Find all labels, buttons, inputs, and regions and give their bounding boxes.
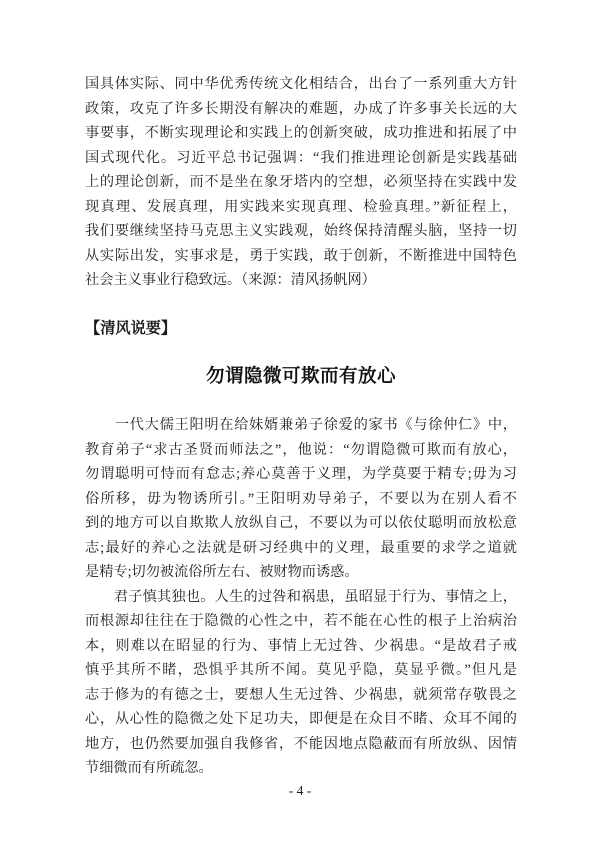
text-line: 我们要继续坚持马克思主义实践观，始终保持清醒头脑，坚持一切 xyxy=(85,223,517,239)
text-line: 现真理、发展真理，用实践来实现真理、检验真理。”新征程上， xyxy=(85,198,517,215)
text-line: 社会主义事业行稳致远。（来源：清风扬帆网） xyxy=(85,272,376,288)
text-line: 一代大儒王阳明在给妹婿兼弟子徐爱的家书《与徐仲仁》中， xyxy=(85,417,517,433)
text-line: 从实际出发，实事求是，勇于实践，敢于创新，不断推进中国特色 xyxy=(85,247,517,264)
section-header: 【清风说要】 xyxy=(85,319,177,337)
article-title: 勿谓隐微可欺而有放心 xyxy=(205,367,396,387)
text-line: 心，从心性的隐微之处下足功夫，即便是在众目不睹、众耳不闻的 xyxy=(85,711,517,727)
text-line: 政策，攻克了许多长期没有解决的难题，办成了许多事关长远的大 xyxy=(85,100,517,117)
paragraph-wang-yangming xyxy=(85,413,517,585)
text-line: 上的理论创新，而不是坐在象牙塔内的空想，必须坚持在实践中发 xyxy=(85,174,517,190)
paragraph-junzi xyxy=(85,585,517,781)
text-line: 到的地方可以自欺欺人放纵自己，不要以为可以依仗聪明而放松意 xyxy=(85,515,517,531)
text-line: 国具体实际、同中华优秀传统文化相结合，出台了一系列重大方针 xyxy=(85,76,517,92)
text-line: 本，则难以在昭显的行为、事情上无过咎、少祸患。“是故君子戒 xyxy=(85,637,517,654)
text-line: 志;最好的养心之法就是研习经典中的义理，最重要的求学之道就 xyxy=(85,539,517,556)
page-content xyxy=(85,72,517,781)
text-line: 志于修为的有德之士，要想人生无过咎、少祸患，就须常存敬畏之 xyxy=(85,686,517,703)
text-line: 事要事，不断实现理论和实践上的创新突破，成功推进和拓展了中 xyxy=(85,125,517,141)
text-line: 君子慎其独也。人生的过咎和祸患，虽昭显于行为、事情之上， xyxy=(85,588,517,605)
paragraph-continued xyxy=(85,72,517,293)
text-line: 是精专;切勿被流俗所左右、被财物而诱惑。 xyxy=(85,564,359,580)
page-number: - 4 - xyxy=(288,783,312,798)
text-line: 节细微而有所疏忽。 xyxy=(85,760,213,776)
text-line: 勿谓聪明可恃而有怠志;养心莫善于义理，为学莫要于精专;毋为习 xyxy=(85,466,517,482)
text-line: 国式现代化。习近平总书记强调：“我们推进理论创新是实践基础 xyxy=(85,149,517,166)
text-line: 地方，也仍然要加强自我修省，不能因地点隐蔽而有所放纵、因情 xyxy=(85,735,517,752)
text-line: 俗所移，毋为物诱所引。”王阳明劝导弟子，不要以为在别人看不 xyxy=(85,490,517,507)
text-line: 慎乎其所不睹，恐惧乎其所不闻。莫见乎隐，莫显乎微。”但凡是 xyxy=(85,662,517,678)
text-line: 而根源却往往在于隐微的心性之中，若不能在心性的根子上治病治 xyxy=(85,613,517,629)
text-line: 教育弟子“求古圣贤而师法之”，他说：“勿谓隐微可欺而有放心， xyxy=(85,441,517,458)
